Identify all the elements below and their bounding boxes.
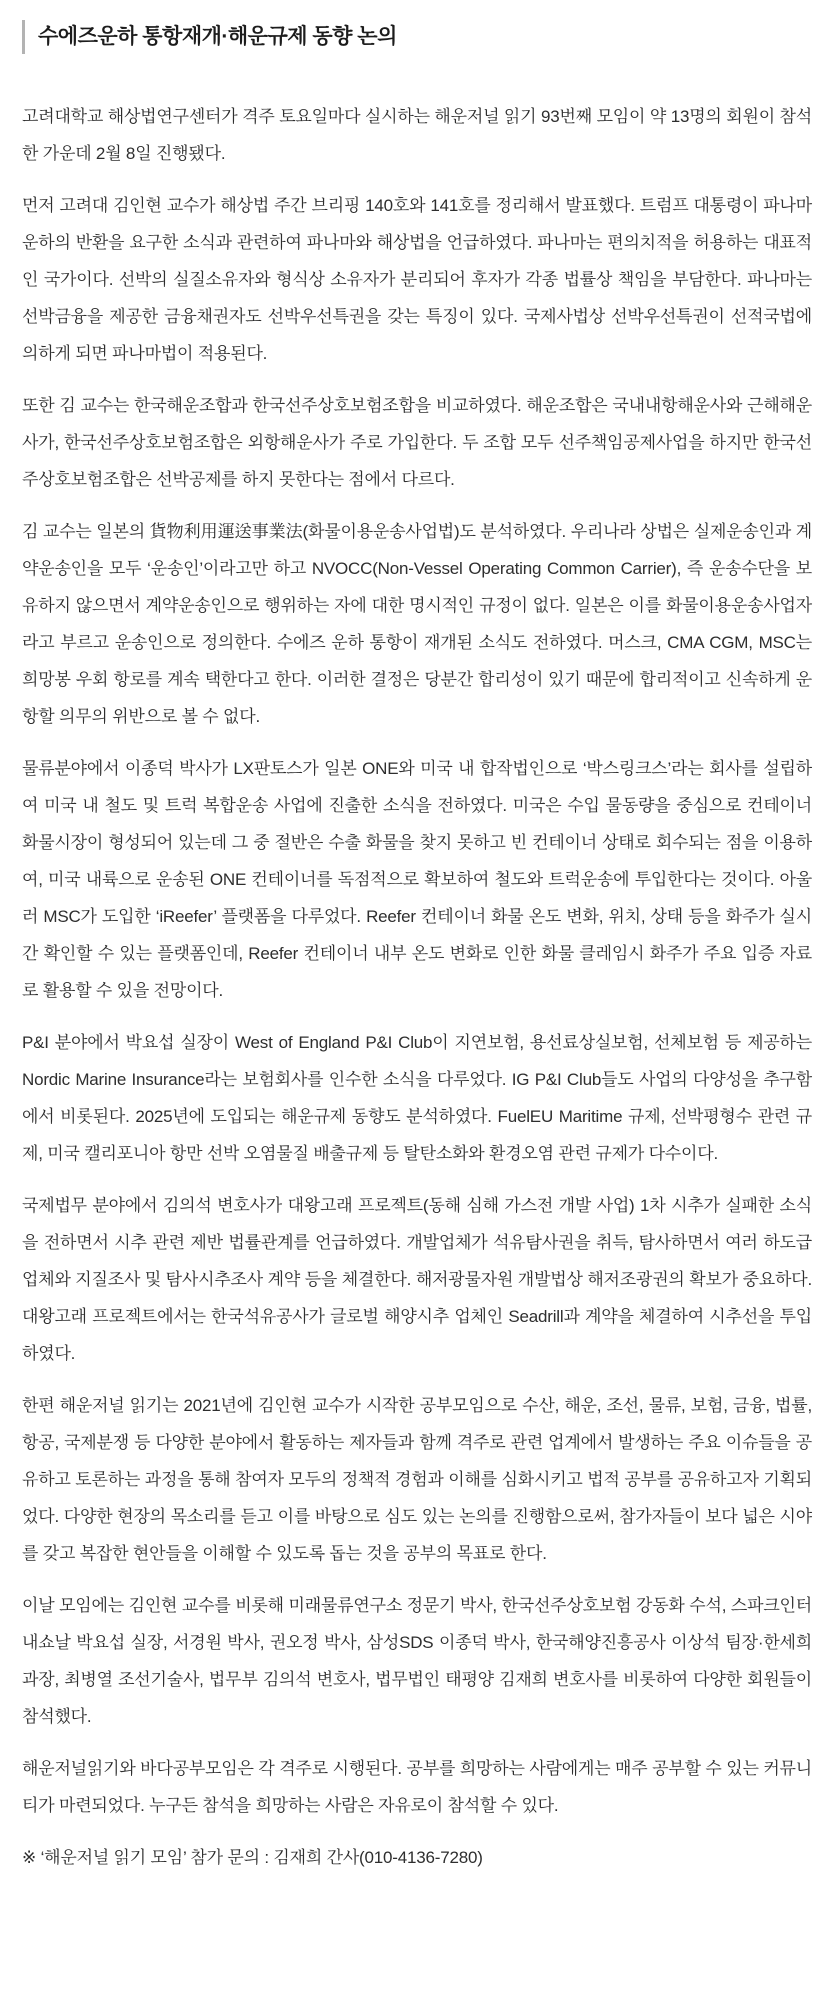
paragraph-logistics: 물류분야에서 이종덕 박사가 LX판토스가 일본 ONE와 미국 내 합작법인으로 ‘박스링크스’라는 회사를 설립하여 미국 내 철도 및 트럭 복합운송 사업에 진출한 소식을 전하였다. 미국은 수입 물동량을 중심으로 컨테이너 화물시장이 형성되어 있는데 그 중 절반은 수출 화물을 찾지 못하고 빈 컨테이너 상태로 회수되는 점을 이용하여, 미국 내륙으로 운송된 ONE 컨테이너를 독점적으로 확보하여 철도와 트럭운송에 투입한다는 것이다. 아울러 MSC가 도입한 ‘iReefer’ 플랫폼을 다루었다. Reefer 컨테이너 화물 온도 변화, 위치, 상태 등을 화주가 실시간 확인할 수 있는 플랫폼인데, Reefer 컨테이너 내부 온도 변화로 인한 화물 클레임시 화주가 주요 입증 자료로 활용할 수 있을 전망이다. (22, 759, 812, 1000)
article-header (22, 20, 812, 54)
footnote-contact: ※ ‘해운저널 읽기 모임’ 참가 문의 : 김재희 간사(010-4136-7280) (22, 1848, 483, 1867)
paragraph-associations: 또한 김 교수는 한국해운조합과 한국선주상호보험조합을 비교하였다. 해운조합은 국내내항해운사와 근해해운사가, 한국선주상호보험조합은 외항해운사가 주로 가입한다. 두 조합 모두 선주책임공제사업을 하지만 한국선주상호보험조합은 선박공제를 하지 못한다는 점에서 다르다. (22, 396, 812, 489)
paragraph-briefing: 먼저 고려대 김인현 교수가 해상법 주간 브리핑 140호와 141호를 정리해서 발표했다. 트럼프 대통령이 파나마운하의 반환을 요구한 소식과 관련하여 파나마와 해상법을 언급하였다. 파나마는 편의치적을 허용하는 대표적인 국가이다. 선박의 실질소유자와 형식상 소유자가 분리되어 후자가 각종 법률상 책임을 부담한다. 파나마는 선박금융을 제공한 금융채권자도 선박우선특권을 갖는 특징이 있다. 국제사법상 선박우선특권이 선적국법에 의하게 되면 파나마법이 적용된다. (22, 196, 812, 363)
page-title: 수에즈운하 통항재개·해운규제 동향 논의 (38, 25, 397, 49)
paragraph-legal: 국제법무 분야에서 김의석 변호사가 대왕고래 프로젝트(동해 심해 가스전 개발 사업) 1차 시추가 실패한 소식을 전하면서 시추 관련 제반 법률관계를 언급하였다. 개발업체가 석유탐사권을 취득, 탐사하면서 여러 하도급업체와 지질조사 및 탐사시추조사 계약 등을 체결한다. 해저광물자원 개발법상 해저조광권의 확보가 중요하다. 대왕고래 프로젝트에서는 한국석유공사가 글로벌 해양시추 업체인 Seadrill과 계약을 체결하여 시추선을 투입하였다. (22, 1196, 812, 1363)
paragraph-japan-law: 김 교수는 일본의 貨物利用運送事業法(화물이용운송사업법)도 분석하였다. 우리나라 상법은 실제운송인과 계약운송인을 모두 ‘운송인’이라고만 하고 NVOCC(Non-Vessel Operating Common Carrier), 즉 운송수단을 보유하지 않으면서 계약운송인으로 행위하는 자에 대한 명시적인 규정이 없다. 일본은 이를 화물이용운송사업자라고 부르고 운송인으로 정의한다. 수에즈 운하 통항이 재개된 소식도 전하였다. 머스크, CMA CGM, MSC는 희망봉 우회 항로를 계속 택한다고 한다. 이러한 결정은 당분간 합리성이 있기 때문에 합리적이고 신속하게 운항할 의무의 위반으로 볼 수 없다. (22, 522, 812, 726)
paragraph-pni: P&I 분야에서 박요섭 실장이 West of England P&I Club이 지연보험, 용선료상실보험, 선체보험 등 제공하는 Nordic Marine Insurance라는 보험회사를 인수한 소식을 다루었다. IG P&I Club들도 사업의 다양성을 추구함에서 비롯된다. 2025년에 도입되는 해운규제 동향도 분석하였다. FuelEU Maritime 규제, 선박평형수 관련 규제, 미국 캘리포니아 항만 선박 오염물질 배출규제 등 탈탄소화와 환경오염 관련 규제가 다수이다. (22, 1033, 812, 1163)
paragraph-schedule: 해운저널읽기와 바다공부모임은 각 격주로 시행된다. 공부를 희망하는 사람에게는 매주 공부할 수 있는 커뮤니티가 마련되었다. 누구든 참석을 희망하는 사람은 자유로이 참석할 수 있다. (22, 1759, 812, 1815)
title-accent-bar (22, 20, 25, 54)
paragraph-history: 한편 해운저널 읽기는 2021년에 김인현 교수가 시작한 공부모임으로 수산, 해운, 조선, 물류, 보험, 금융, 법률, 항공, 국제분쟁 등 다양한 분야에서 활동하는 제자들과 함께 격주로 관련 업계에서 발생하는 주요 이슈들을 공유하고 토론하는 과정을 통해 참여자 모두의 정책적 경험과 이해를 심화시키고 법적 공부를 공유하고자 기획되었다. 다양한 현장의 목소리를 듣고 이를 바탕으로 심도 있는 논의를 진행함으로써, 참가자들이 보다 넓은 시야를 갖고 복잡한 현안들을 이해할 수 있도록 돕는 것을 공부의 목표로 한다. (22, 1396, 812, 1563)
article-body (22, 98, 812, 1876)
paragraph-attendees: 이날 모임에는 김인현 교수를 비롯해 미래물류연구소 정문기 박사, 한국선주상호보험 강동화 수석, 스파크인터내쇼날 박요섭 실장, 서경원 박사, 권오정 박사, 삼성SDS 이종덕 박사, 한국해양진흥공사 이상석 팀장·한세희 과장, 최병열 조선기술사, 법무부 김의석 변호사, 법무법인 태평양 김재희 변호사를 비롯하여 다양한 회원들이 참석했다. (22, 1596, 812, 1726)
paragraph-intro: 고려대학교 해상법연구센터가 격주 토요일마다 실시하는 해운저널 읽기 93번째 모임이 약 13명의 회원이 참석한 가운데 2월 8일 진행됐다. (22, 107, 812, 163)
